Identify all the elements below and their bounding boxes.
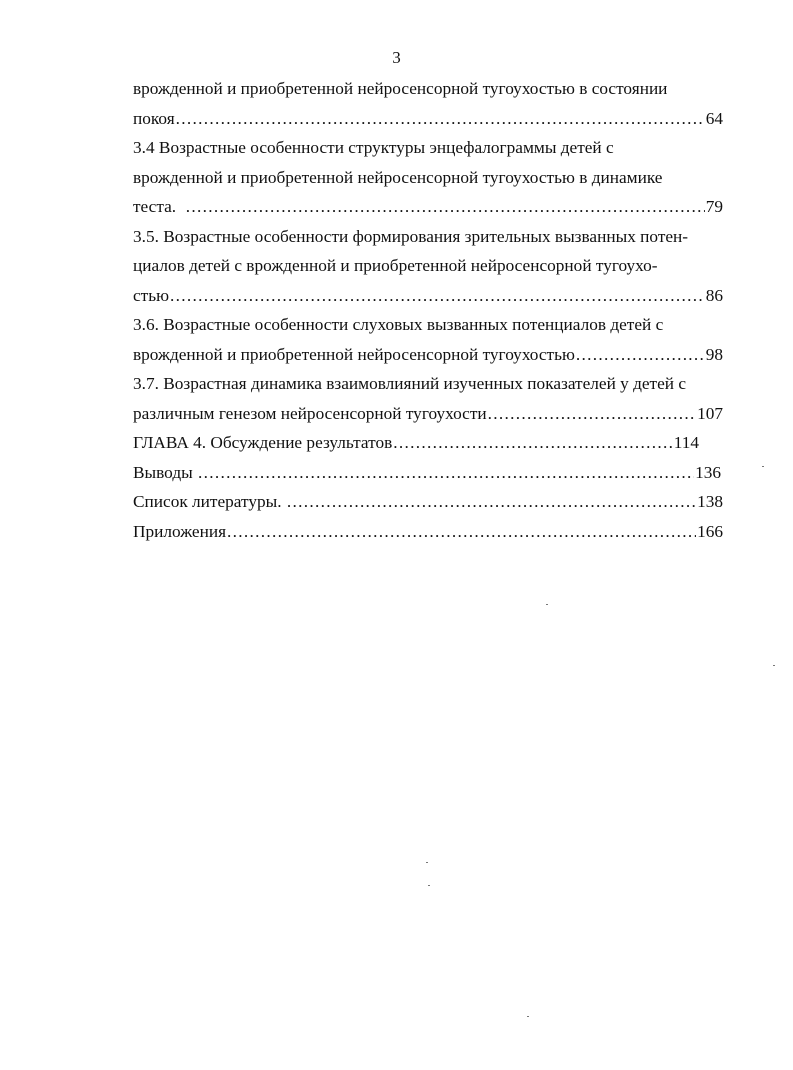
toc-entry-last-line <box>133 281 723 311</box>
toc-entry-last-line <box>133 104 723 134</box>
toc-entry-3-5 <box>133 222 723 311</box>
toc-entry-3-4 <box>133 133 723 222</box>
page-number: 3 <box>392 48 401 67</box>
toc-entry-references <box>133 487 723 517</box>
toc-entry-text: Список литературы. <box>133 492 286 511</box>
scan-speck <box>426 862 428 863</box>
scan-speck <box>773 665 775 666</box>
toc-entry-line: 3.4 Возрастные особенности структуры энцефалограммы детей с <box>133 138 614 157</box>
scan-speck <box>428 885 430 886</box>
dot-leader <box>176 104 705 134</box>
toc-entry-last-line <box>133 458 721 488</box>
toc-entry-line: 3.6. Возрастные особенности слуховых вызванных потенциалов детей с <box>133 315 664 334</box>
dot-leader <box>170 281 705 311</box>
toc-page-number: 114 <box>673 433 699 452</box>
toc-entry-last-line <box>133 340 723 370</box>
dot-leader <box>393 428 672 458</box>
toc-entry-3-3 <box>133 74 723 133</box>
scan-speck <box>762 466 764 467</box>
toc-entry-conclusions <box>133 458 723 488</box>
toc-entry-last-line <box>133 487 723 517</box>
toc-entry-text: Приложения <box>133 521 227 541</box>
toc-page-number: 166 <box>697 521 723 541</box>
toc-entry-3-7 <box>133 369 723 428</box>
toc-page-number: 86 <box>705 285 723 305</box>
toc-entry-line: 3.5. Возрастные особенности формирования зрительных вызванных потен- <box>133 226 689 246</box>
toc-entry-text: различным генезом нейросенсорной тугоухости <box>133 403 487 423</box>
toc-page-number: 138 <box>697 492 723 511</box>
toc-entry-last-line <box>133 192 723 222</box>
toc-page-number: 98 <box>705 344 723 364</box>
toc-entry-line: 3.7. Возрастная динамика взаимовлияний изученных показателей у детей с <box>133 374 687 393</box>
toc-entry-line: циалов детей с врожденной и приобретенной нейросенсорной тугоухо- <box>133 256 658 275</box>
toc-page-number: 79 <box>705 197 723 216</box>
toc-entry-text: Выводы <box>133 462 198 482</box>
toc-entry-text: покоя <box>133 108 175 128</box>
toc-page-number: 136 <box>695 462 721 482</box>
scan-speck <box>546 604 548 605</box>
dot-leader <box>227 517 696 547</box>
toc-entry-last-line <box>133 428 699 458</box>
toc-entry-text: теста. <box>133 197 185 216</box>
toc-entry-last-line <box>133 517 723 547</box>
toc-page-number: 64 <box>705 108 723 128</box>
toc-entry-text: ГЛАВА 4. Обсуждение результатов <box>133 433 393 452</box>
toc-entry-text: стью <box>133 285 170 305</box>
toc-entry-last-line <box>133 399 723 429</box>
dot-leader <box>488 399 696 429</box>
toc-entry-chapter-4 <box>133 428 723 458</box>
dot-leader <box>198 458 694 488</box>
dot-leader <box>576 340 705 370</box>
toc-entry-line: врожденной и приобретенной нейросенсорной тугоухостью в динамике <box>133 167 663 187</box>
scan-speck <box>527 1016 529 1017</box>
toc-page-number: 107 <box>697 403 723 423</box>
toc-entry-appendix <box>133 517 723 547</box>
toc-entry-3-6 <box>133 310 723 369</box>
table-of-contents <box>133 74 723 546</box>
toc-entry-text: врожденной и приобретенной нейросенсорной тугоухостью <box>133 344 575 364</box>
toc-entry-line: врожденной и приобретенной нейросенсорной тугоухостью в состоянии <box>133 79 668 98</box>
dot-leader <box>287 487 696 517</box>
dot-leader <box>186 192 705 222</box>
